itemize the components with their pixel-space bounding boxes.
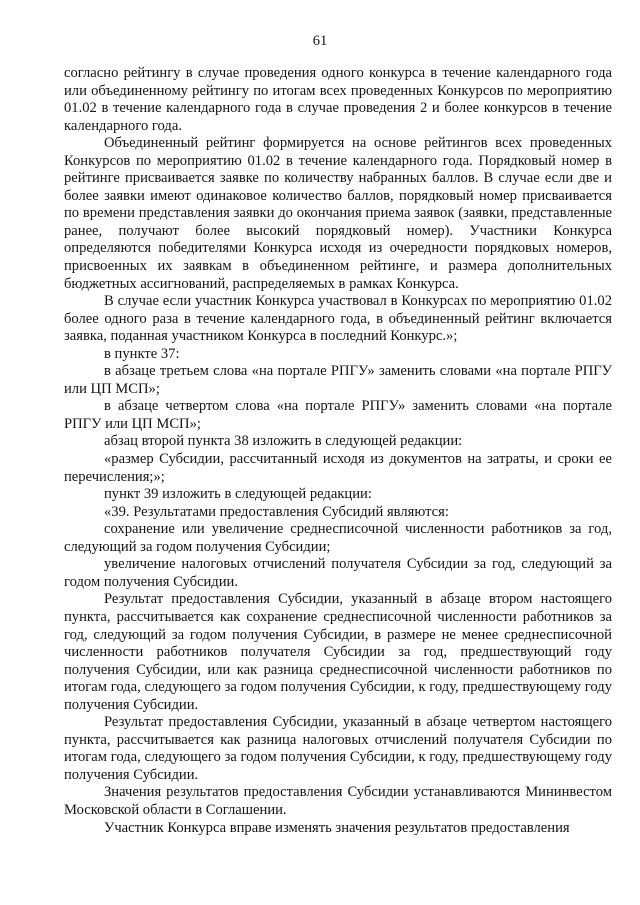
paragraph-clause-39: пункт 39 изложить в следующей редакции: — [104, 486, 372, 503]
paragraph-result-employees: сохранение или увеличение среднесписочной численности работников за год, следующий за годом получения Субсидии; — [64, 521, 612, 555]
paragraph-clause-38-text: «размер Субсидии, рассчитанный исходя из документов на затраты, и сроки ее перечисления;»; — [64, 451, 612, 485]
paragraph-rating-continuation: согласно рейтингу в случае проведения одного конкурса в течение календарного года или объединенному рейтингу по итогам всех проведенных Конкурсов по мероприятию 01.02 в течение календарного года в случае проведения 2 и более конкурсов в течение календарного года. — [64, 65, 612, 134]
document-body — [64, 65, 612, 837]
paragraph-participant-rights: Участник Конкурса вправе изменять значения результатов предоставления — [104, 819, 570, 836]
paragraph-combined-rating: Объединенный рейтинг формируется на основе рейтингов всех проведенных Конкурсов по мероприятию 01.02 в течение календарного года. Порядковый номер в рейтинге присваивается заявке по количеству набранных баллов. В случае если две и более заявки имеют одинаковое количество баллов, порядковый номер присваивается по времени представления заявки до окончания приема заявок (заявки, представленные ранее, получают более высокий порядковый номер). Участники Конкурса определяются победителями Конкурса исходя из очередности порядковых номеров, присвоенных их заявкам в объединенном рейтинге, и размера дополнительных бюджетных ассигнований, распределяемых в рамках Конкурса. — [64, 135, 612, 292]
page-number: 61 — [312, 33, 328, 49]
paragraph-clause-39-results: «39. Результатами предоставления Субсидий являются: — [104, 503, 449, 520]
paragraph-result-values: Значения результатов предоставления Субсидии устанавливаются Мининвестом Московской области в Соглашении. — [64, 784, 612, 818]
paragraph-clause-37-fourth: в абзаце четвертом слова «на портале РПГУ» заменить словами «на портале РПГУ или ЦП МСП»; — [64, 398, 612, 432]
paragraph-clause-38: абзац второй пункта 38 изложить в следующей редакции: — [104, 433, 463, 450]
paragraph-taxes-calculation: Результат предоставления Субсидии, указанный в абзаце четвертом настоящего пункта, рассчитывается как разница налоговых отчислений получателя Субсидии по итогам года, следующего за годом получения Субсидии, к году, предшествующему году получения Субсидии. — [64, 714, 612, 783]
paragraph-employees-calculation: Результат предоставления Субсидии, указанный в абзаце втором настоящего пункта, рассчитывается как сохранение среднесписочной численности работников за год, следующий за годом получения Субсидии, в размере не менее среднесписочной численности работников получателя Субсидии за год, предшествующий году получения Субсидии, или как разница среднесписочной численности работников по итогам года, следующего за годом получения Субсидии, к году, предшествующему году получения Субсидии. — [64, 591, 612, 713]
paragraph-clause-37-third: в абзаце третьем слова «на портале РПГУ» заменить словами «на портале РПГУ или ЦП МСП»; — [64, 363, 612, 397]
paragraph-result-taxes: увеличение налоговых отчислений получателя Субсидии за год, следующий за годом получения Субсидии. — [64, 556, 612, 590]
paragraph-clause-37: в пункте 37: — [104, 345, 180, 362]
paragraph-multiple-participation: В случае если участник Конкурса участвовал в Конкурсах по мероприятию 01.02 более одного раза в течение календарного года, в объединенный рейтинг включается заявка, поданная участником Конкурса в последний Конкурс.»; — [64, 293, 612, 345]
